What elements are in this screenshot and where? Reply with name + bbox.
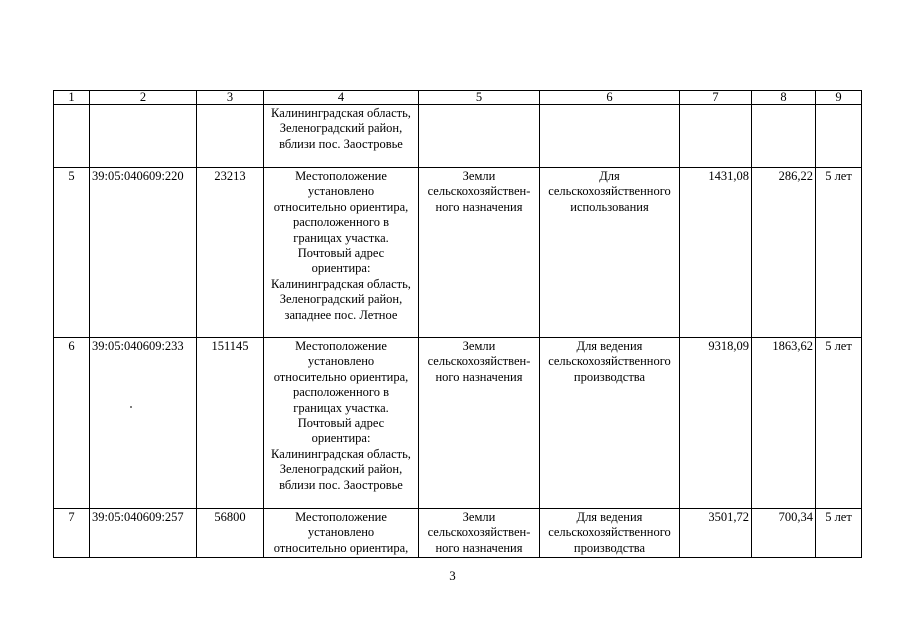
location-cell: Местоположение установлено относительно ориентира, расположенного в границах участка. Почтовый адрес ориентира: Калининградская область, Зеленоградский район, западнее пос. Летное (264, 168, 419, 338)
table-row (54, 168, 862, 338)
column-number: 6 (540, 91, 680, 105)
row-number-cell: 6 (54, 338, 90, 509)
page-number: 3 (449, 568, 456, 583)
area-cell (197, 105, 264, 168)
table-row (54, 509, 862, 558)
term-cell: 5 лет (816, 168, 862, 338)
land-category-cell: Земли сельскохозяйствен- ного назначения (419, 168, 540, 338)
term-cell: 5 лет (816, 509, 862, 558)
term-cell: 5 лет (816, 338, 862, 509)
column-number-row (54, 91, 862, 105)
location-cell: Местоположение установлено относительно ориентира, расположенного в границах участка. Почтовый адрес ориентира: Калининградская область, Зеленоградский район, вблизи пос. Заостровье (264, 338, 419, 509)
value-cell-7 (680, 105, 752, 168)
column-number: 9 (816, 91, 862, 105)
table-row (54, 338, 862, 509)
area-cell: 56800 (197, 509, 264, 558)
row-number-cell: 7 (54, 509, 90, 558)
value-cell-8: 1863,62 (752, 338, 816, 509)
value-cell-7: 3501,72 (680, 509, 752, 558)
cadastral-number-cell: 39:05:040609:220 (90, 168, 197, 338)
permitted-use-cell: Для ведения сельскохозяйственного производства (540, 338, 680, 509)
permitted-use-cell (540, 105, 680, 168)
column-number: 2 (90, 91, 197, 105)
value-cell-8 (752, 105, 816, 168)
value-cell-8: 286,22 (752, 168, 816, 338)
land-category-cell: Земли сельскохозяйствен- ного назначения (419, 338, 540, 509)
cadastral-number-cell (90, 105, 197, 168)
land-plots-table (53, 90, 862, 558)
column-number: 8 (752, 91, 816, 105)
land-category-cell: Земли сельскохозяйствен- ного назначения (419, 509, 540, 558)
cadastral-number-cell: 39:05:040609:257 (90, 509, 197, 558)
land-category-cell (419, 105, 540, 168)
scan-speck (130, 406, 132, 408)
location-cell: Калининградская область, Зеленоградский район, вблизи пос. Заостровье (264, 105, 419, 168)
value-cell-8: 700,34 (752, 509, 816, 558)
column-number: 4 (264, 91, 419, 105)
cadastral-number-cell: 39:05:040609:233 (90, 338, 197, 509)
permitted-use-cell: Для ведения сельскохозяйственного производства (540, 509, 680, 558)
column-number: 5 (419, 91, 540, 105)
column-number: 7 (680, 91, 752, 105)
row-number-cell: 5 (54, 168, 90, 338)
term-cell (816, 105, 862, 168)
value-cell-7: 9318,09 (680, 338, 752, 509)
location-cell: Местоположение установлено относительно ориентира, (264, 509, 419, 558)
area-cell: 151145 (197, 338, 264, 509)
table-row (54, 105, 862, 168)
area-cell: 23213 (197, 168, 264, 338)
row-number-cell (54, 105, 90, 168)
column-number: 1 (54, 91, 90, 105)
column-number: 3 (197, 91, 264, 105)
value-cell-7: 1431,08 (680, 168, 752, 338)
permitted-use-cell: Для сельскохозяйственного использования (540, 168, 680, 338)
